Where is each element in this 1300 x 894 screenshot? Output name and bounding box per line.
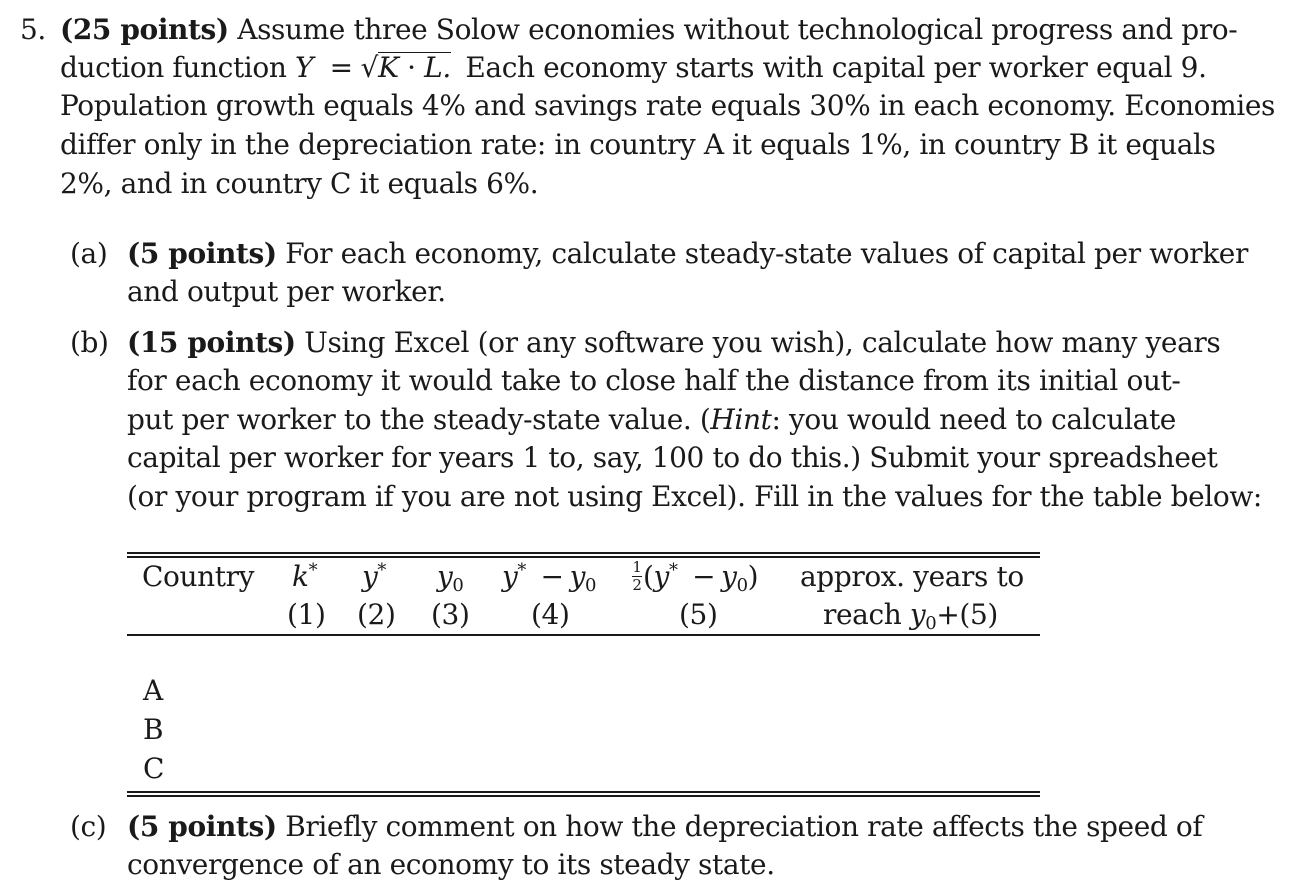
problem-intro-line-2 — [60, 49, 1228, 87]
sqrt-expression — [361, 49, 451, 87]
header-y-star: y* — [362, 560, 387, 593]
part-b-line-3-b: : you would need to calculate — [771, 403, 1176, 436]
problem-intro-line-5: 2%, and in country C it equals 6%. — [60, 167, 539, 200]
part-c-line-1 — [127, 808, 1202, 846]
col-number-4: (4) — [531, 598, 570, 631]
part-b-line-2: for each economy it would take to close half the distance from its initial out- — [127, 364, 1181, 397]
table-top-rule-1 — [127, 552, 1040, 554]
header-half-diff: $\frac{1}{2}$ (y* − y0) — [632, 558, 759, 596]
math-dot: · — [407, 51, 416, 84]
table-header-rule — [127, 634, 1040, 636]
problem-number: 5. — [20, 13, 46, 46]
part-c-line-2: convergence of an economy to its steady state. — [127, 848, 775, 881]
sqrt-icon: √ — [360, 51, 379, 84]
part-a-text: For each economy, calculate steady-state values of capital per worker — [276, 237, 1248, 270]
part-a-line-1 — [127, 235, 1248, 273]
part-b-text: Using Excel (or any software you wish), calculate how many years — [295, 326, 1221, 359]
part-b-line-3-a: put per worker to the steady-state value. ( — [127, 403, 711, 436]
part-c-points: (5 points) — [127, 810, 277, 843]
part-b-line-5: (or your program if you are not using Excel). Fill in the values for the table below: — [127, 480, 1262, 513]
header-years-line-2: reach y0+(5) — [823, 598, 998, 634]
production-text: duction function — [60, 51, 295, 84]
part-c-label: (c) — [70, 810, 107, 843]
header-k-star: k* — [292, 560, 318, 593]
col-number-2: (2) — [357, 598, 396, 631]
part-a-label: (a) — [70, 237, 108, 270]
math-Y: Y — [294, 51, 314, 84]
header-y0: y0 — [437, 560, 464, 596]
part-b-line-4: capital per worker for years 1 to, say, 100 to do this.) Submit your spreadsheet — [127, 441, 1218, 474]
problem-intro-text: Assume three Solow economies without technological progress and pro- — [228, 13, 1238, 46]
fraction-one-half: $\frac{1}{2}$ — [632, 558, 642, 594]
header-diff: y* − y0 — [502, 560, 597, 596]
part-b-line-1 — [127, 324, 1220, 362]
problem-points: (25 points) — [60, 13, 229, 46]
part-a-points: (5 points) — [127, 237, 277, 270]
header-country: Country — [142, 560, 255, 593]
col-number-3: (3) — [431, 598, 470, 631]
table-row-country: A — [143, 674, 163, 707]
math-L: L. — [424, 51, 451, 84]
col-number-1: (1) — [287, 598, 326, 631]
table-bottom-rule-2 — [127, 795, 1040, 797]
hint-label: Hint — [710, 403, 772, 436]
table-bottom-rule-1 — [127, 791, 1040, 793]
math-K: K — [378, 51, 399, 84]
math-equals: = — [329, 51, 353, 84]
part-b-label: (b) — [70, 326, 109, 359]
header-years-line-1: approx. years to — [800, 560, 1024, 593]
part-b-line-3 — [127, 401, 1176, 439]
part-a-line-2: and output per worker. — [127, 275, 446, 308]
problem-intro-line-1 — [60, 11, 1238, 49]
starting-capital-text: Each economy starts with capital per worker equal 9. — [465, 51, 1207, 84]
col-number-5: (5) — [679, 598, 718, 631]
part-b-points: (15 points) — [127, 326, 296, 359]
table-row-country: B — [143, 713, 164, 746]
problem-intro-line-4: differ only in the depreciation rate: in country A it equals 1%, in country B it equals — [60, 128, 1216, 161]
part-c-text: Briefly comment on how the depreciation rate affects the speed of — [276, 810, 1203, 843]
problem-intro-line-3: Population growth equals 4% and savings rate equals 30% in each economy. Economies — [60, 89, 1275, 122]
table-row-country: C — [143, 752, 165, 785]
